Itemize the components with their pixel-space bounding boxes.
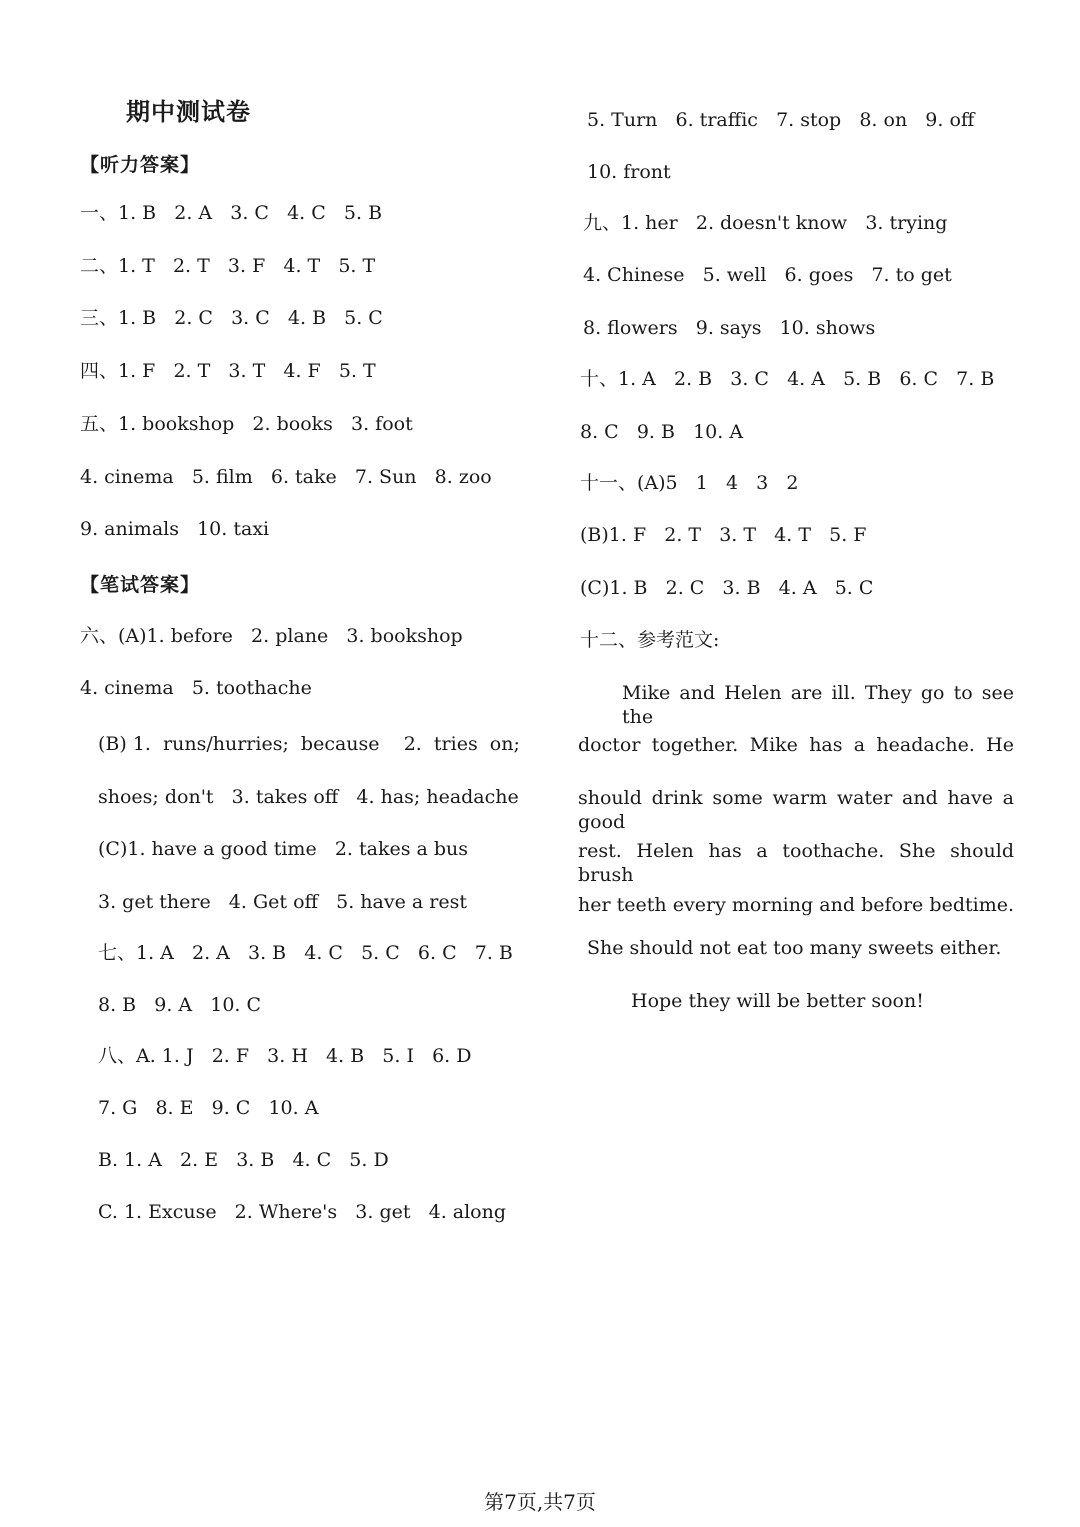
answer-line: 七、1. A 2. A 3. B 4. C 5. C 6. C 7. B	[98, 942, 513, 964]
answer-line: 十一、(A)5 1 4 3 2	[580, 472, 799, 494]
listening-answers-header: 【听力答案】	[80, 154, 201, 176]
answer-line: 一、1. B 2. A 3. C 4. C 5. B	[80, 202, 383, 224]
essay-line: rest. Helen has a toothache. She should brush	[578, 840, 1014, 886]
answer-line: 8. flowers 9. says 10. shows	[583, 317, 876, 339]
answer-line: 8. B 9. A 10. C	[98, 994, 262, 1016]
answer-line: 五、1. bookshop 2. books 3. foot	[80, 413, 413, 435]
essay-line: Mike and Helen are ill. They go to see the	[622, 682, 1014, 728]
answer-line: (B) 1. runs/hurries; because 2. tries on;	[98, 733, 520, 755]
answer-line: 三、1. B 2. C 3. C 4. B 5. C	[80, 307, 383, 329]
essay-line: her teeth every morning and before bedtime.	[578, 894, 1014, 916]
answer-line: 9. animals 10. taxi	[80, 518, 270, 540]
answer-line: shoes; don't 3. takes off 4. has; headache	[98, 786, 519, 808]
essay-line: should drink some warm water and have a good	[578, 787, 1014, 833]
answer-line: 十、1. A 2. B 3. C 4. A 5. B 6. C 7. B	[580, 368, 995, 390]
essay-line: Hope they will be better soon!	[631, 990, 924, 1012]
answer-line: 8. C 9. B 10. A	[580, 421, 744, 443]
answer-line: 4. cinema 5. toothache	[80, 677, 312, 699]
page-title: 期中测试卷	[126, 98, 251, 126]
answer-line: 7. G 8. E 9. C 10. A	[98, 1097, 319, 1119]
model-essay-heading: 十二、参考范文:	[580, 629, 720, 651]
answer-line: 九、1. her 2. doesn't know 3. trying	[583, 212, 948, 234]
answer-line: 4. Chinese 5. well 6. goes 7. to get	[583, 264, 952, 286]
answer-line: C. 1. Excuse 2. Where's 3. get 4. along	[98, 1201, 507, 1223]
answer-line: 八、A. 1. J 2. F 3. H 4. B 5. I 6. D	[98, 1045, 472, 1067]
answer-line: 四、1. F 2. T 3. T 4. F 5. T	[80, 360, 376, 382]
answer-line: 10. front	[587, 161, 671, 183]
written-answers-header: 【笔试答案】	[80, 574, 201, 596]
answer-line: B. 1. A 2. E 3. B 4. C 5. D	[98, 1149, 389, 1171]
answer-line: 5. Turn 6. traffic 7. stop 8. on 9. off	[587, 109, 975, 131]
answer-line: (C)1. B 2. C 3. B 4. A 5. C	[580, 577, 874, 599]
answer-line: 二、1. T 2. T 3. F 4. T 5. T	[80, 255, 376, 277]
answer-line: 3. get there 4. Get off 5. have a rest	[98, 891, 467, 913]
answer-line: (C)1. have a good time 2. takes a bus	[98, 838, 469, 860]
answer-line: 六、(A)1. before 2. plane 3. bookshop	[80, 625, 463, 647]
answer-line: 4. cinema 5. film 6. take 7. Sun 8. zoo	[80, 466, 492, 488]
essay-line: She should not eat too many sweets either.	[587, 937, 1002, 959]
answer-line: (B)1. F 2. T 3. T 4. T 5. F	[580, 524, 867, 546]
essay-line: doctor together. Mike has a headache. He	[578, 734, 1014, 756]
page-number: 第7页,共7页	[484, 1490, 596, 1514]
